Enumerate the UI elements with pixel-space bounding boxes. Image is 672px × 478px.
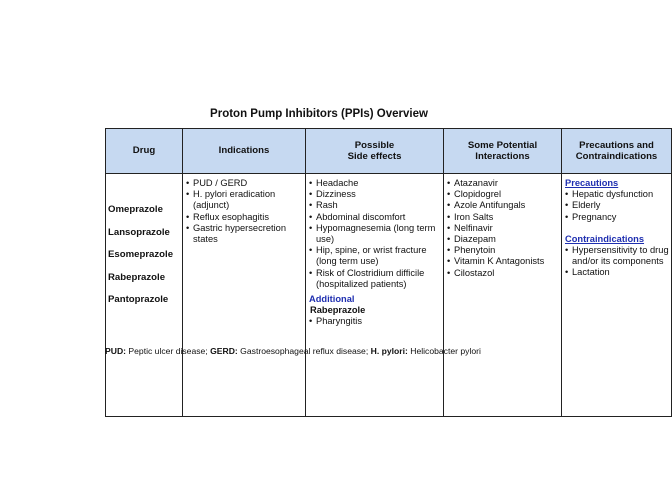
contraindication-item: • Lactation — [565, 267, 669, 278]
footnote-abbr: H. pylori: — [370, 346, 408, 356]
side-effects-cell — [306, 174, 444, 417]
additional-item: • Pharyngitis — [309, 316, 441, 327]
header-side-effects: Possible Side effects — [306, 129, 444, 174]
side-effect-item: • Dizziness — [309, 189, 441, 200]
table-header-row — [106, 129, 672, 174]
footnote-text: Helicobacter pylori — [407, 346, 481, 356]
side-effect-item: • Hip, spine, or wrist fracture (long term use) — [309, 245, 441, 267]
footnote-text: Gastroesophageal reflux disease; — [237, 346, 371, 356]
contraindication-item: • Hypersensitivity to drug and/or its components — [565, 245, 669, 267]
table-body-row — [106, 174, 672, 417]
drug-name: Lansoprazole — [108, 226, 170, 238]
header-precautions: Precautions and Contraindications — [562, 129, 672, 174]
precautions-cell — [562, 174, 672, 417]
header-drug: Drug — [106, 129, 183, 174]
footnote-text: Peptic ulcer disease; — [126, 346, 211, 356]
interaction-item: • Iron Salts — [447, 212, 559, 223]
drug-name: Omeprazole — [108, 204, 163, 215]
indication-item: • Reflux esophagitis — [186, 212, 303, 223]
footnote — [105, 346, 481, 356]
interaction-item: • Nelfinavir — [447, 223, 559, 234]
header-indications: Indications — [183, 129, 306, 174]
additional-heading: Additional — [309, 294, 355, 305]
contraindications-heading: Contraindications — [565, 233, 645, 244]
precaution-item: • Pregnancy — [565, 212, 669, 223]
header-interactions: Some Potential Interactions — [444, 129, 562, 174]
side-effect-item: • Headache — [309, 178, 441, 189]
precaution-item: • Elderly — [565, 200, 669, 211]
side-effect-item: • Hypomagnesemia (long term use) — [309, 223, 441, 245]
footnote-abbr: PUD: — [105, 346, 127, 356]
interaction-item: • Atazanavir — [447, 178, 559, 189]
side-effect-item: • Rash — [309, 200, 441, 211]
side-effect-item: • Risk of Clostridium difficile (hospitalized patients) — [309, 268, 441, 290]
indication-item: • H. pylori eradication (adjunct) — [186, 189, 303, 211]
interaction-item: • Azole Antifungals — [447, 200, 559, 211]
indications-cell — [183, 174, 306, 417]
side-effect-item: • Abdominal discomfort — [309, 212, 441, 223]
indication-item: • Gastric hypersecretion states — [186, 223, 303, 245]
drug-name: Rabeprazole — [108, 271, 166, 283]
footnote-abbr: GERD: — [210, 346, 238, 356]
drug-name: Esomeprazole — [108, 249, 174, 260]
page-title: Proton Pump Inhibitors (PPIs) Overview — [210, 108, 428, 120]
ppi-overview-table — [105, 128, 672, 417]
interaction-item: • Diazepam — [447, 234, 559, 245]
interactions-cell — [444, 174, 562, 417]
interaction-item: • Phenytoin — [447, 245, 559, 256]
additional-drug: Rabeprazole — [310, 305, 366, 316]
interaction-item: • Clopidogrel — [447, 189, 559, 200]
precaution-item: • Hepatic dysfunction — [565, 189, 669, 200]
drug-name: Pantoprazole — [108, 294, 169, 305]
interaction-item: • Cilostazol — [447, 268, 559, 279]
drug-list-cell — [106, 174, 183, 417]
indication-item: • PUD / GERD — [186, 178, 303, 189]
interaction-item: • Vitamin K Antagonists — [447, 256, 559, 267]
precautions-heading: Precautions — [565, 178, 619, 188]
